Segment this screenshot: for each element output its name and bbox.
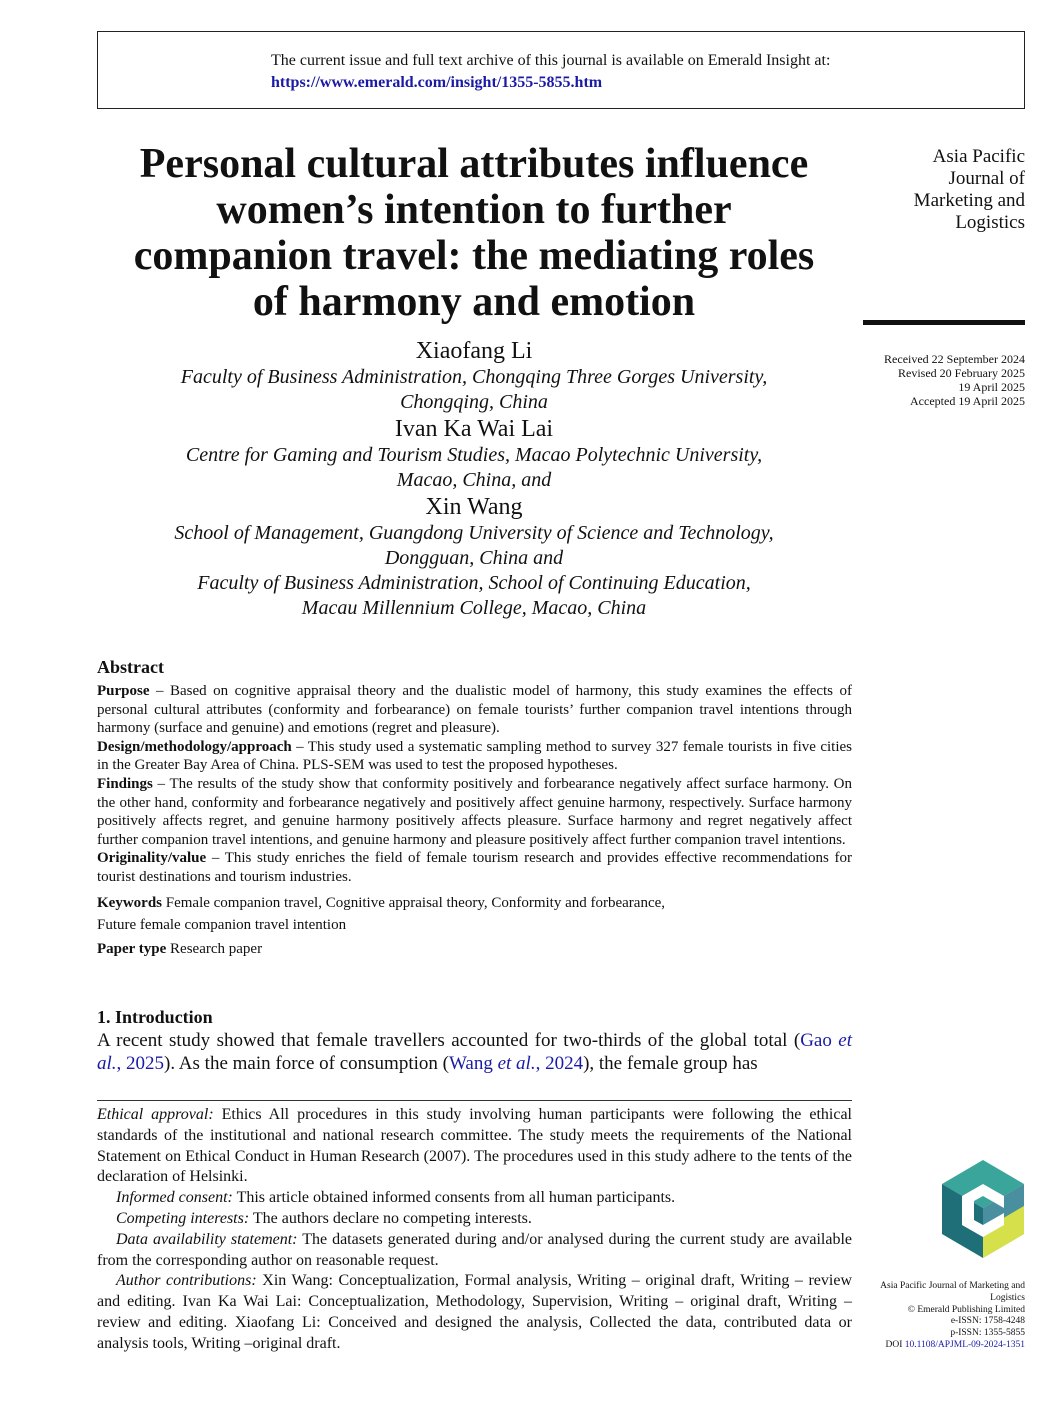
- author-name: Ivan Ka Wai Lai: [394, 416, 554, 442]
- paper-title: [97, 141, 851, 325]
- author-name: Xiaofang Li: [415, 338, 533, 364]
- informed-consent-note: Informed consent: This article obtained informed consents from all human participants.: [116, 1189, 676, 1207]
- author-name: Xin Wang: [425, 494, 523, 520]
- journal-name: Asia Pacific Journal of Marketing and Logistics: [913, 146, 1025, 233]
- journal-divider: [863, 320, 1025, 325]
- abstract-design: Design/methodology/approach – This study used a systematic sampling method to survey 327 female tourists in five cities in the Greater Bay Area of China. PLS-SEM was used to test the proposed hypotheses.: [97, 738, 852, 774]
- emerald-publishing-logo-icon: [938, 1158, 1028, 1262]
- title-line: of harmony and emotion: [252, 279, 696, 325]
- publication-info: Asia Pacific Journal of Marketing and Logistics © Emerald Publishing Limited e-ISSN: 1758-4248 p-ISSN: 1355-5855 DOI 10.1108/APJML-09-2024-1351: [880, 1281, 1025, 1350]
- footnotes: [97, 1105, 852, 1355]
- introduction-section: [97, 1006, 852, 1075]
- article-history-dates: Received 22 September 2024 Revised 20 February 2025 19 April 2025 Accepted 19 April 2025: [884, 352, 1025, 408]
- abstract-findings: Findings – The results of the study show that conformity positively and forbearance negatively affect surface harmony. On the other hand, conformity and forbearance negatively and positively affect genuine harmony, respectively. Surface harmony positively affects regret, and genuine harmony positively affects pleasure. Surface harmony and regret negatively affect further companion travel intentions, and genuine harmony and pleasure positively affect further companion travel intentions.: [97, 775, 852, 848]
- author-affiliation: School of Management, Guangdong University of Science and Technology, Dongguan, China and Faculty of Business Administration, School of Continuing Education, Macau Millennium College, Macao, China: [174, 522, 774, 619]
- title-line: Personal cultural attributes influence: [139, 141, 809, 187]
- abstract-purpose: Purpose – Based on cognitive appraisal theory and the dualistic model of harmony, this study examines the effects of personal cultural attributes (conformity and forbearance) on female tourists’ further companion travel intentions through harmony (surface and genuine) and emotions (regret and pleasure).: [97, 683, 852, 737]
- abstract-originality: Originality/value – This study enriches the field of female tourism research and provides effective recommendations for tourist destinations and tourism industries.: [97, 850, 852, 885]
- notice-text: The current issue and full text archive of this journal is available on Emerald Insight at:: [271, 52, 831, 69]
- introduction-paragraph: A recent study showed that female travellers accounted for two-thirds of the global total (Gao et al., 2025). As the main force of consumption (Wang et al., 2024), the female group has: [97, 1030, 852, 1074]
- citation-link[interactable]: Gao et al., 2025: [97, 1030, 852, 1074]
- ethical-approval-note: Ethical approval: Ethics All procedures in this study involving human participants were following the ethical standards of the institutional and national research committee. The study meets the requirements of the National Statement on Ethical Conduct in Human Research (2007). The procedures used in this study adhere to the tents of the declaration of Helsinki.: [97, 1106, 852, 1186]
- doi-link[interactable]: 10.1108/APJML-09-2024-1351: [904, 1339, 1025, 1350]
- author-affiliation: Faculty of Business Administration, Chongqing Three Gorges University, Chongqing, China: [180, 366, 768, 413]
- citation-link[interactable]: Wang et al., 2024: [448, 1053, 584, 1074]
- journal-availability-notice: [97, 31, 1025, 109]
- abstract-paper-type: Paper type Research paper: [97, 940, 263, 957]
- data-availability-note: Data availability statement: The datasets generated during and/or analysed during the current study are available from the corresponding author on reasonable request.: [97, 1230, 853, 1269]
- abstract-section: [97, 656, 852, 960]
- abstract-heading: Abstract: [97, 657, 164, 677]
- author-contributions-note: Author contributions: Xin Wang: Conceptualization, Formal analysis, Writing – original draft, Writing – review and editing. Ivan Ka Wai Lai: Conceptualization, Methodology, Supervision, Writing – original draft, Writing – review and editing. Xiaofang Li: Conceived and designed the analysis, Collected the data, contributed data or analysis tools, Writing –original draft.: [97, 1272, 853, 1352]
- title-line: companion travel: the mediating roles: [133, 233, 815, 279]
- introduction-heading: 1. Introduction: [97, 1007, 213, 1027]
- competing-interests-note: Competing interests: The authors declare no competing interests.: [116, 1209, 532, 1227]
- footnote-divider: [97, 1100, 852, 1101]
- journal-url-link[interactable]: https://www.emerald.com/insight/1355-5855.htm: [271, 74, 603, 91]
- author-affiliation: Centre for Gaming and Tourism Studies, Macao Polytechnic University, Macao, China, and: [185, 444, 763, 491]
- author-list: [97, 337, 851, 621]
- abstract-keywords: Keywords Female companion travel, Cognitive appraisal theory, Conformity and forbearance, Future female companion travel intention: [97, 894, 666, 933]
- title-line: women’s intention to further: [216, 187, 732, 233]
